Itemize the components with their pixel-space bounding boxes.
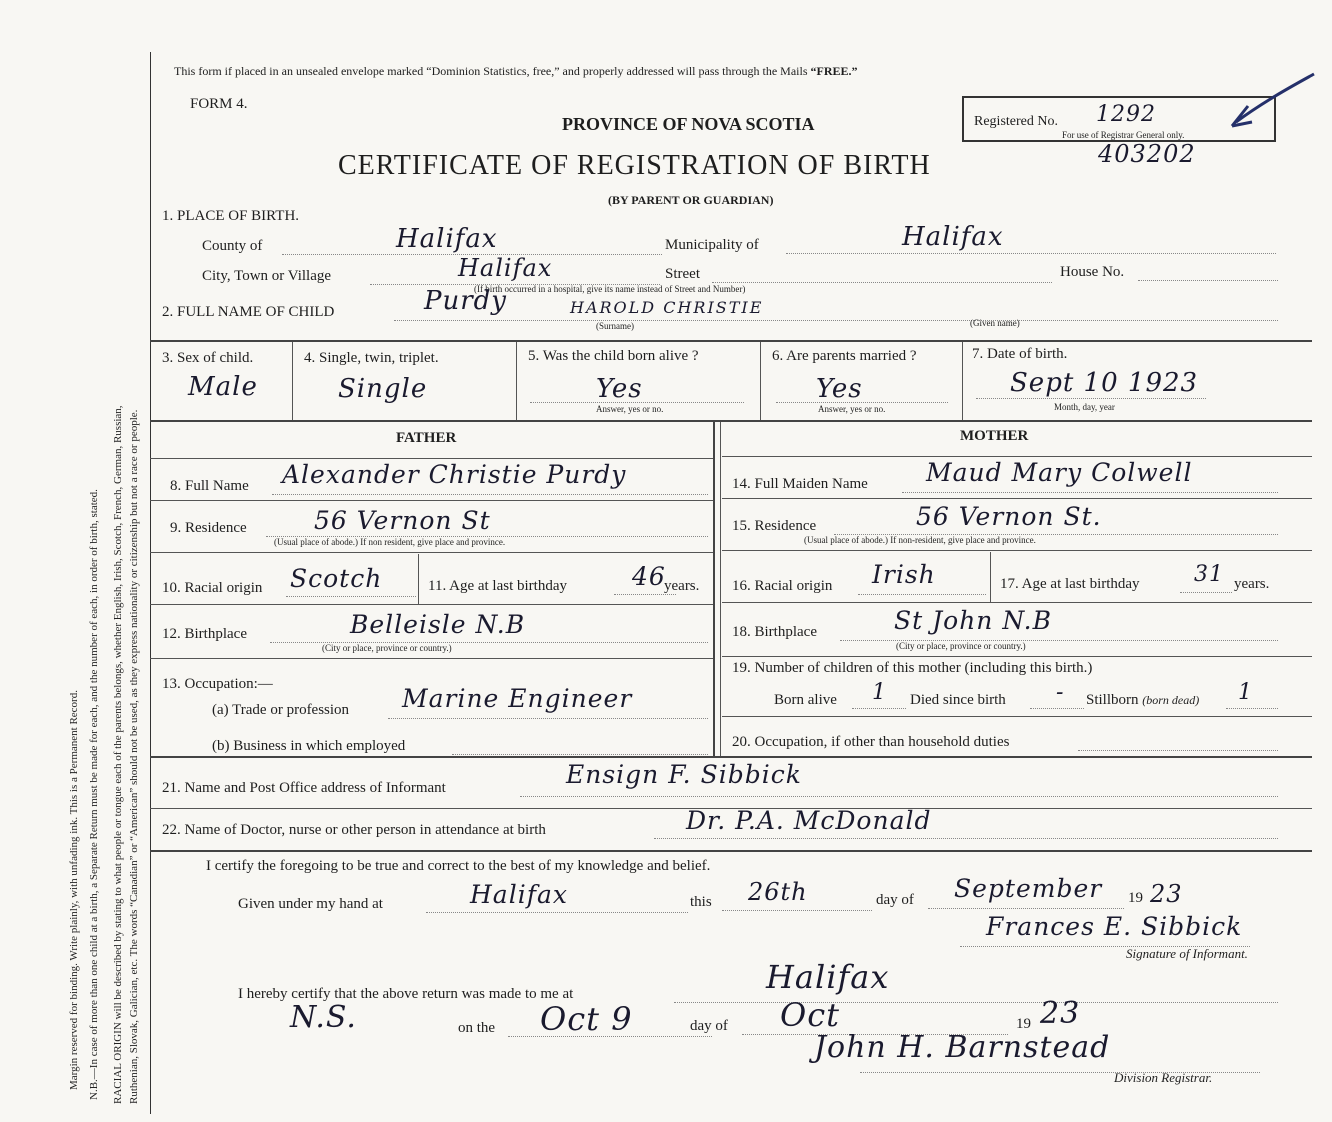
- child-name-line: [394, 320, 1278, 321]
- row3-bottom-border: [150, 420, 1312, 422]
- registrar-day-of-label: day of: [690, 1018, 728, 1034]
- father-residence-value: 56 Vernon St: [314, 506, 491, 535]
- registrar-day-value: Oct 9: [540, 1000, 633, 1038]
- house-number-line: [1138, 280, 1278, 281]
- father-racial-line: [286, 596, 416, 597]
- postal-note: [174, 64, 858, 79]
- date-of-birth-line: [976, 398, 1206, 399]
- mother-birthplace-note: (City or place, province or country.): [896, 641, 1026, 651]
- father-residence-label: 9. Residence: [170, 520, 247, 536]
- father-age-label: 11. Age at last birthday: [428, 578, 567, 594]
- row3-top-border: [150, 340, 1312, 342]
- child-name-label: 2. FULL NAME OF CHILD: [162, 304, 335, 320]
- given-year-prefix: 19: [1128, 890, 1143, 906]
- father-business-line: [452, 754, 708, 755]
- informant-value: Ensign F. Sibbick: [566, 760, 802, 789]
- father-trade-line: [388, 718, 708, 719]
- city-value: Halifax: [458, 254, 553, 282]
- mother-residence-value: 56 Vernon St.: [916, 502, 1102, 531]
- mother-years-label: years.: [1234, 576, 1270, 592]
- mother-age-line: [1180, 592, 1232, 593]
- date-of-birth-label: 7. Date of birth.: [972, 346, 1068, 362]
- sex-label: 3. Sex of child.: [162, 350, 254, 366]
- house-number-label: House No.: [1060, 264, 1125, 280]
- father-name-line: [272, 494, 708, 495]
- father-birthplace-rule: [150, 658, 713, 659]
- surname-note: (Surname): [596, 321, 634, 331]
- hospital-note: (If birth occurred in a hospital, give its name instead of Street and Number): [474, 284, 746, 294]
- place-of-birth-label: 1. PLACE OF BIRTH.: [162, 208, 300, 224]
- born-alive-count-line: [852, 708, 906, 709]
- margin-note-racial-origin-2: Ruthenian, Slovak, Galician, etc. The words “Canadian” or “American” should not be used, as they express nationality or citizenship but not a race or people.: [128, 409, 140, 1104]
- sex-value: Male: [188, 372, 258, 402]
- father-heading-rule: [150, 458, 713, 459]
- registrar-place-line: [674, 1002, 1278, 1003]
- mother-occupation-line: [1078, 750, 1278, 751]
- given-day-value: 26th: [748, 878, 808, 906]
- doctor-label: 22. Name of Doctor, nurse or other person in attendance at birth: [162, 822, 546, 838]
- arrow-icon: [1226, 70, 1318, 132]
- registered-label: Registered No.: [974, 114, 1058, 129]
- registered-value: 1292: [1096, 102, 1156, 127]
- parents-married-value: Yes: [816, 374, 863, 404]
- children-count-label: 19. Number of children of this mother (including this birth.): [732, 660, 1093, 676]
- row3-divider-2: [516, 342, 517, 420]
- handwritten-number: 403202: [1098, 140, 1196, 168]
- multiple-birth-label: 4. Single, twin, triplet.: [304, 350, 439, 366]
- mother-age-value: 31: [1194, 562, 1224, 587]
- born-alive-value: Yes: [596, 374, 643, 404]
- margin-note-multiple-births: N.B.—In case of more than one child at a birth, a Separate Return must be made for each, and the number of each, in order of birth, stated.: [88, 489, 100, 1100]
- children-count-rule: [722, 716, 1312, 717]
- registrar-place-value: Halifax: [766, 958, 890, 996]
- mother-racial-label: 16. Racial origin: [732, 578, 833, 594]
- given-place-line: [426, 912, 688, 913]
- mother-racial-rule: [722, 602, 1312, 603]
- father-mother-divider-inner: [720, 422, 721, 756]
- father-mother-divider: [713, 422, 715, 756]
- street-line: [712, 282, 1052, 283]
- city-label: City, Town or Village: [202, 268, 332, 284]
- mother-heading: MOTHER: [960, 428, 1029, 444]
- doctor-rule: [150, 850, 1312, 852]
- mother-residence-rule: [722, 550, 1312, 551]
- registrar-month-value: Oct: [780, 996, 841, 1034]
- mother-name-label: 14. Full Maiden Name: [732, 476, 868, 492]
- mother-racial-divider: [990, 552, 991, 602]
- informant-signature: Frances E. Sibbick: [986, 912, 1243, 941]
- mother-residence-note: (Usual place of abode.) If non-resident, give place and province.: [804, 535, 1036, 545]
- died-since-birth-line: [1030, 708, 1084, 709]
- mother-name-value: Maud Mary Colwell: [926, 458, 1193, 487]
- date-of-birth-note: Month, day, year: [1054, 402, 1115, 412]
- parents-section-bottom-border: [150, 756, 1312, 758]
- margin-note-racial-origin-1: RACIAL ORIGIN will be described by stating to what people or tongue each of the parents belongs, whether English, Irish, Scotch, French, German, Russian,: [112, 405, 124, 1104]
- mother-birthplace-rule: [722, 656, 1312, 657]
- father-trade-label: (a) Trade or profession: [212, 702, 350, 718]
- father-birthplace-value: Belleisle N.B: [350, 610, 526, 639]
- municipality-line: [786, 253, 1276, 254]
- father-residence-note: (Usual place of abode.) If non resident, give place and province.: [274, 537, 506, 547]
- mother-name-rule: [722, 498, 1312, 499]
- born-alive-note: Answer, yes or no.: [596, 404, 664, 414]
- doctor-line: [654, 838, 1278, 839]
- registrar-year-value: 23: [1040, 996, 1081, 1031]
- father-residence-rule: [150, 552, 713, 553]
- born-alive-count-value: 1: [872, 680, 887, 705]
- row3-divider-3: [760, 342, 761, 420]
- margin-note-binding: Margin reserved for binding. Write plainly, with unfading ink. This is a Permanent Record.: [68, 690, 80, 1090]
- mother-racial-line: [858, 594, 986, 595]
- municipality-value: Halifax: [902, 222, 1004, 252]
- given-year-value: 23: [1150, 880, 1183, 908]
- registrar-signature: John H. Barnstead: [814, 1030, 1111, 1065]
- mother-birthplace-label: 18. Birthplace: [732, 624, 817, 640]
- child-given-value: HAROLD CHRISTIE: [570, 298, 764, 317]
- given-under-label: Given under my hand at: [238, 896, 383, 912]
- registrar-note: For use of Registrar General only.: [1062, 130, 1185, 140]
- mother-heading-rule: [722, 456, 1312, 457]
- county-label: County of: [202, 238, 263, 254]
- registrar-year-prefix: 19: [1016, 1016, 1031, 1032]
- died-since-birth-label: Died since birth: [910, 692, 1006, 708]
- father-birthplace-label: 12. Birthplace: [162, 626, 247, 642]
- father-name-value: Alexander Christie Purdy: [282, 460, 627, 489]
- multiple-birth-value: Single: [338, 374, 428, 404]
- given-place-value: Halifax: [470, 880, 568, 909]
- postal-note-text: This form if placed in an unsealed envelope marked “Dominion Statistics, free,” and properly addressed will pass through the Mails: [174, 64, 811, 78]
- municipality-label: Municipality of: [665, 237, 759, 253]
- county-value: Halifax: [396, 224, 498, 254]
- province-heading: PROVINCE OF NOVA SCOTIA: [562, 114, 815, 134]
- row3-divider-4: [962, 342, 963, 420]
- died-since-birth-value: -: [1056, 680, 1065, 705]
- father-racial-label: 10. Racial origin: [162, 580, 263, 596]
- postal-note-free: “FREE.”: [810, 64, 858, 78]
- given-day-line: [722, 910, 872, 911]
- stillborn-note: (born dead): [1142, 693, 1200, 707]
- stillborn-label: [1086, 692, 1199, 709]
- father-age-value: 46: [632, 562, 666, 591]
- father-business-label: (b) Business in which employed: [212, 738, 406, 754]
- mother-residence-label: 15. Residence: [732, 518, 817, 534]
- stillborn-value: 1: [1238, 680, 1253, 705]
- registrar-place-suffix: N.S.: [290, 1000, 357, 1035]
- parents-married-label: 6. Are parents married ?: [772, 348, 917, 364]
- mother-occupation-label: 20. Occupation, if other than household duties: [732, 734, 1010, 750]
- form-number: FORM 4.: [190, 96, 248, 112]
- mother-name-line: [902, 492, 1278, 493]
- father-occupation-label: 13. Occupation:—: [162, 676, 273, 692]
- certify-statement: I certify the foregoing to be true and correct to the best of my knowledge and belief.: [206, 858, 711, 874]
- mother-racial-value: Irish: [872, 560, 936, 589]
- street-label: Street: [665, 266, 700, 282]
- father-name-rule: [150, 500, 713, 501]
- stillborn-text: Stillborn: [1086, 692, 1139, 708]
- registrar-signature-label: Division Registrar.: [1114, 1070, 1213, 1085]
- father-racial-value: Scotch: [290, 564, 383, 593]
- father-birthplace-note: (City or place, province or country.): [322, 643, 452, 653]
- informant-label: 21. Name and Post Office address of Informant: [162, 780, 446, 796]
- mother-birthplace-value: St John N.B: [894, 606, 1052, 635]
- born-alive-label: 5. Was the child born alive ?: [528, 348, 699, 364]
- informant-signature-label: Signature of Informant.: [1126, 946, 1248, 961]
- row3-divider-1: [292, 342, 293, 420]
- page-title: CERTIFICATE OF REGISTRATION OF BIRTH: [338, 150, 931, 181]
- parents-married-note: Answer, yes or no.: [818, 404, 886, 414]
- registrar-statement: I hereby certify that the above return was made to me at: [238, 986, 574, 1002]
- father-years-label: years.: [664, 578, 700, 594]
- date-of-birth-value: Sept 10 1923: [1010, 368, 1199, 398]
- doctor-value: Dr. P.A. McDonald: [686, 806, 932, 835]
- father-racial-rule: [150, 604, 713, 605]
- mother-age-label: 17. Age at last birthday: [1000, 576, 1140, 592]
- informant-line: [520, 796, 1278, 797]
- child-surname-value: Purdy: [424, 286, 507, 316]
- this-label: this: [690, 894, 712, 910]
- on-the-label: on the: [458, 1020, 496, 1036]
- father-heading: FATHER: [396, 430, 457, 446]
- father-trade-value: Marine Engineer: [402, 684, 633, 713]
- stillborn-line: [1226, 708, 1278, 709]
- given-month-value: September: [954, 874, 1103, 903]
- given-name-note: (Given name): [970, 318, 1020, 328]
- given-month-line: [928, 908, 1124, 909]
- page-subtitle: (BY PARENT OR GUARDIAN): [608, 193, 774, 207]
- father-racial-divider: [418, 554, 419, 604]
- father-name-label: 8. Full Name: [170, 478, 249, 494]
- given-day-of-label: day of: [876, 892, 914, 908]
- born-alive-count-label: Born alive: [774, 692, 837, 708]
